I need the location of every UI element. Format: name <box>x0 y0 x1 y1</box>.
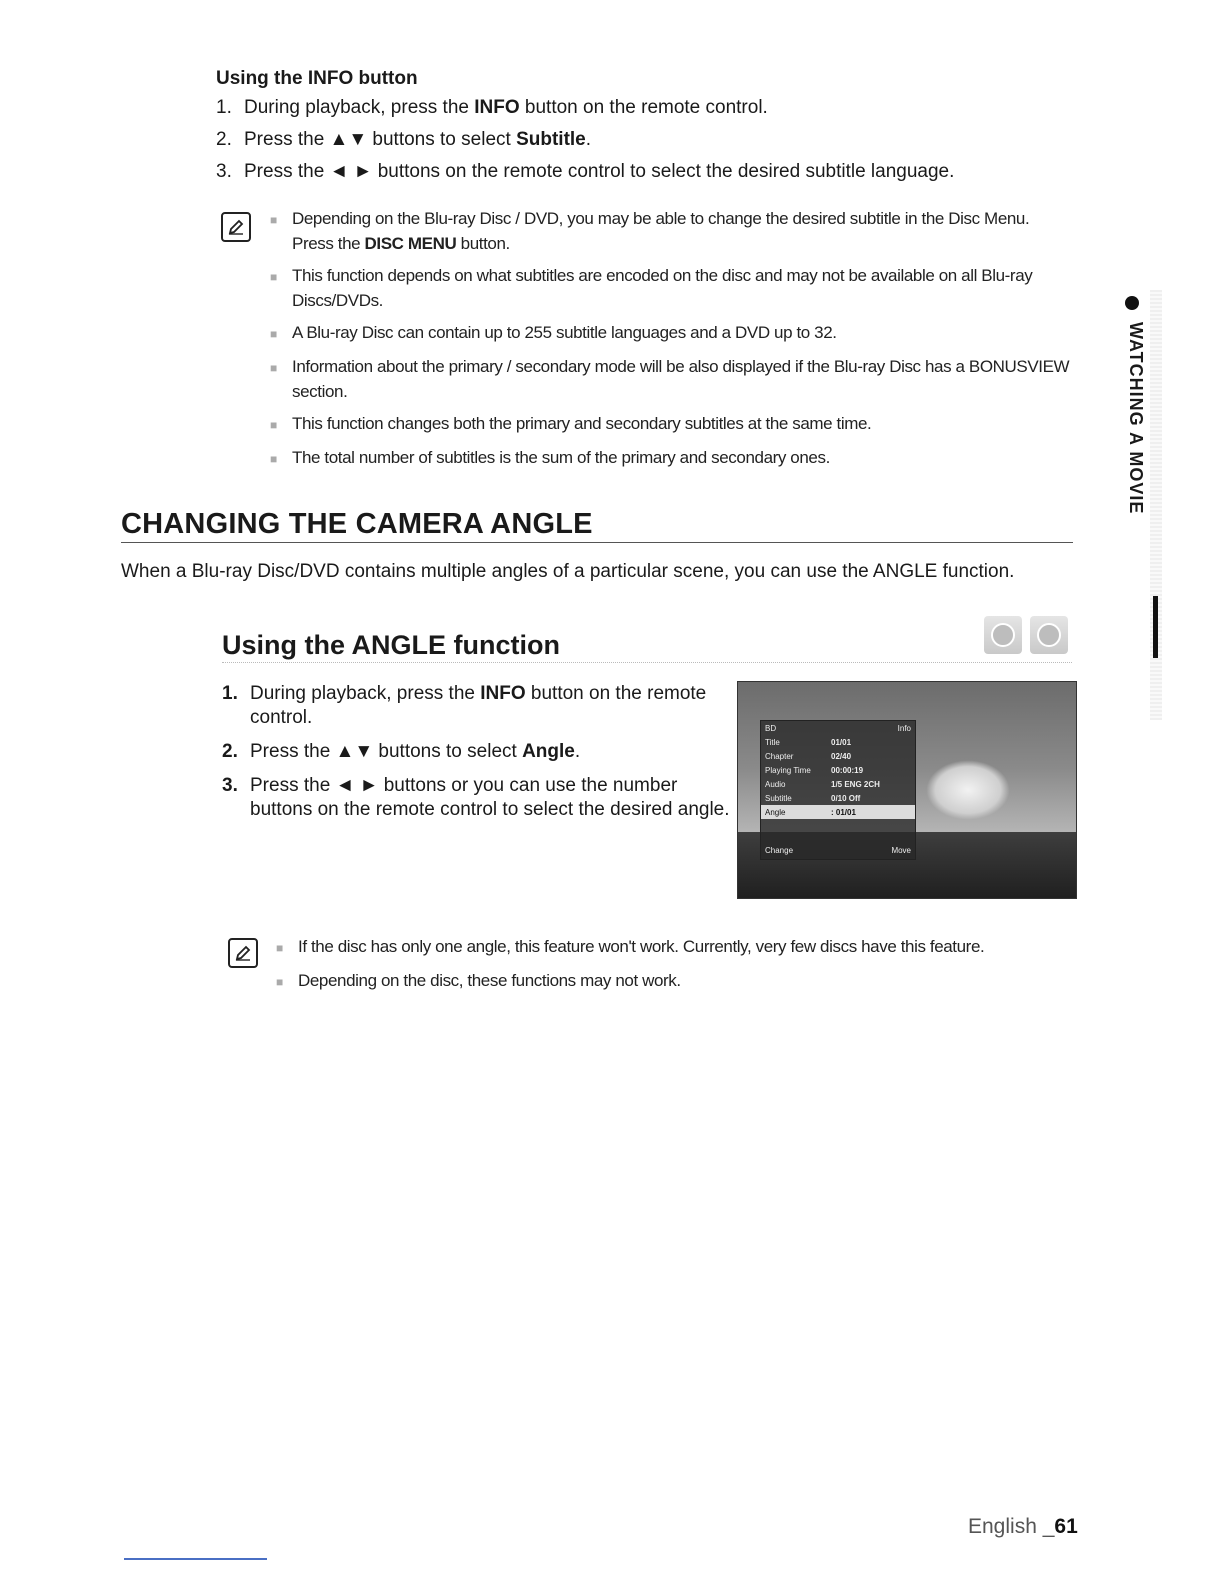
note-bullet-icon: ■ <box>276 941 284 955</box>
angle-note-1: ■ If the disc has only one angle, this feature won't work. Currently, very few discs have this feature. <box>276 934 1076 961</box>
side-tab-label: WATCHING A MOVIE <box>1126 322 1146 515</box>
osd-row-audio: Audio 1/5 ENG 2CH <box>765 779 880 789</box>
note-bullet-icon: ■ <box>270 418 278 432</box>
page-number: 61 <box>1054 1515 1078 1538</box>
chapter-side-tab <box>1112 296 1152 556</box>
angle-subsection-rule <box>222 662 1072 663</box>
info-note-3: ■ A Blu-ray Disc can contain up to 255 subtitle languages and a DVD up to 32. <box>270 320 1070 347</box>
angle-note-2: ■ Depending on the disc, these functions may not work. <box>276 968 1076 995</box>
osd-row-chapter: Chapter 02/40 <box>765 751 852 761</box>
osd-row-title: Title 01/01 <box>765 737 852 747</box>
section-title-rule <box>121 542 1073 543</box>
info-notes <box>270 206 1070 479</box>
osd-header: BD Info <box>765 723 911 733</box>
note-bullet-icon: ■ <box>270 452 278 466</box>
info-note-4: ■ Information about the primary / secondary mode will be also displayed if the Blu-ray Disc has a BONUSVIEW section. <box>270 354 1070 404</box>
note-pencil-icon <box>221 212 251 242</box>
angle-subsection-title: Using the ANGLE function <box>222 630 560 660</box>
footer-language: English <box>968 1515 1037 1538</box>
osd-row-angle: Angle : 01/01 <box>761 805 915 819</box>
info-note-1: ■ Depending on the Blu-ray Disc / DVD, you may be able to change the desired subtitle in the Disc Menu. Press the DISC MENU button. <box>270 206 1070 256</box>
note-bullet-icon: ■ <box>270 213 278 227</box>
bottom-edge-line <box>124 1558 267 1560</box>
info-section-heading: Using the INFO button <box>216 68 418 89</box>
angle-notes <box>276 934 1076 1002</box>
dvd-disc-icon <box>1030 616 1068 654</box>
note-bullet-icon: ■ <box>270 327 278 341</box>
section-title: CHANGING THE CAMERA ANGLE <box>121 508 593 540</box>
osd-row-playing-time: Playing Time 00:00:19 <box>765 765 864 775</box>
side-tab-marker <box>1153 596 1158 658</box>
info-step-3: 3. Press the ◄ ► buttons on the remote control to select the desired subtitle language. <box>216 161 955 182</box>
note-bullet-icon: ■ <box>270 361 278 375</box>
osd-footer <box>765 846 911 855</box>
angle-step-2: 2. Press the ▲▼ buttons to select Angle. <box>222 741 581 762</box>
angle-osd-screenshot <box>737 681 1077 899</box>
note-bullet-icon: ■ <box>270 270 278 284</box>
info-note-2: ■ This function depends on what subtitles are encoded on the disc and may not be available on all Blu-ray Discs/DVDs. <box>270 263 1070 313</box>
osd-move-hint: Move <box>891 846 911 855</box>
note-bullet-icon: ■ <box>276 975 284 989</box>
info-note-6: ■ The total number of subtitles is the sum of the primary and secondary ones. <box>270 445 1070 472</box>
angle-step-1: 1. During playback, press the INFO button on the remote control. <box>222 683 707 728</box>
bd-disc-icon <box>984 616 1022 654</box>
info-step-2: 2. Press the ▲▼ buttons to select Subtitle. <box>216 129 592 150</box>
info-step-1: 1. During playback, press the INFO button on the remote control. <box>216 97 768 118</box>
info-steps <box>216 96 1096 184</box>
angle-steps <box>222 682 732 822</box>
info-osd-panel <box>760 720 916 860</box>
puppy-image <box>926 760 1010 820</box>
osd-change-hint: Change <box>765 846 794 855</box>
side-tab-dot <box>1125 296 1139 310</box>
osd-row-subtitle: Subtitle 0/10 Off <box>765 793 861 803</box>
note-pencil-icon <box>228 938 258 968</box>
page-footer: English _61 <box>968 1515 1078 1538</box>
angle-step-3: 3. Press the ◄ ► buttons or you can use the number buttons on the remote control to select the desired angle. <box>222 775 730 820</box>
section-intro: When a Blu-ray Disc/DVD contains multiple angles of a particular scene, you can use the ANGLE function. <box>121 561 1015 582</box>
info-note-5: ■ This function changes both the primary and secondary subtitles at the same time. <box>270 411 1070 438</box>
